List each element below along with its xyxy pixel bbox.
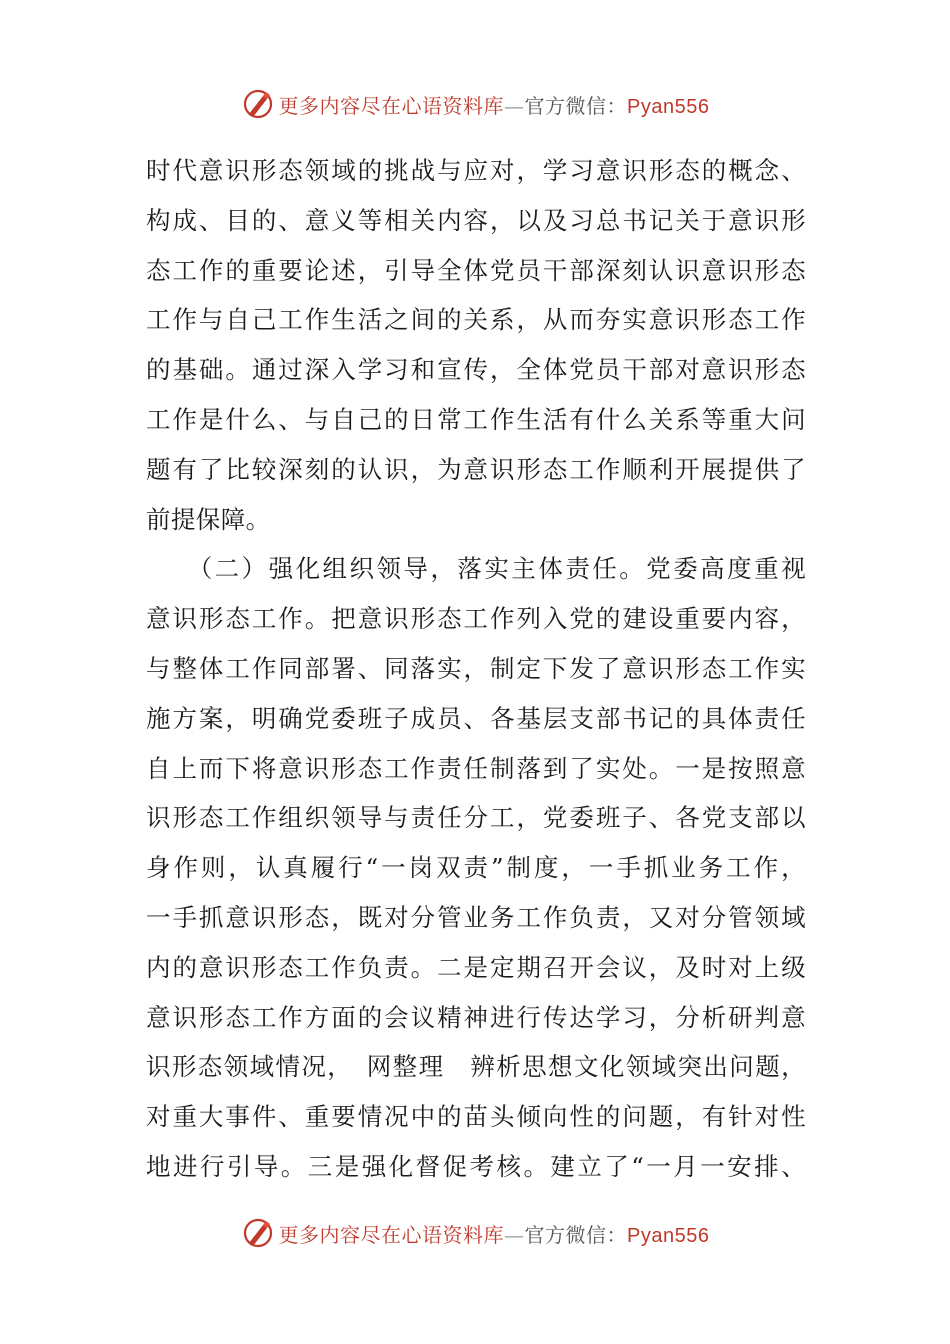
text-line: 内的意识形态工作负责。二是定期召开会议，及时对上级: [146, 952, 806, 982]
text-line: 与整体工作同部署、同落实，制定下发了意识形态工作实: [146, 653, 806, 683]
text-line: 构成、目的、意义等相关内容，以及习总书记关于意识形: [146, 205, 806, 235]
pen-logo-icon: [241, 87, 275, 121]
watermark-dash: —: [504, 93, 525, 118]
watermark-brand: 更多内容尽在心语资料库: [278, 1222, 505, 1247]
pen-logo-icon: [241, 1216, 275, 1250]
document-body: [146, 146, 806, 1192]
text-line: 工作与自己工作生活之间的关系，从而夯实意识形态工作: [146, 305, 806, 335]
text-line: 态工作的重要论述，引导全体党员干部深刻认识意识形态: [146, 255, 806, 285]
header-watermark: [0, 84, 950, 124]
text-line: 的基础。通过深入学习和宣传，全体党员干部对意识形态: [146, 355, 806, 385]
text-line: 工作是什么、与自己的日常工作生活有什么关系等重大问: [146, 404, 806, 434]
watermark-label: 官方微信：: [524, 93, 628, 118]
text-line: 身作则，认真履行“一岗双责”制度，一手抓业务工作，: [146, 853, 806, 883]
text-line: 前提保障。: [146, 504, 271, 534]
text-line: 对重大事件、重要情况中的苗头倾向性的问题，有针对性: [146, 1102, 806, 1132]
text-line: （二）强化组织领导，落实主体责任。党委高度重视: [146, 554, 806, 584]
watermark-wechat-id: Pyan556: [627, 95, 710, 118]
text-line: 时代意识形态领域的挑战与应对，学习意识形态的概念、: [146, 156, 806, 185]
text-line: 地进行引导。三是强化督促考核。建立了“一月一安排、: [146, 1151, 806, 1181]
text-line: 意识形态工作方面的会议精神进行传达学习，分析研判意: [146, 1002, 806, 1032]
text-line: 识形态领域情况， 网整理 辨析思想文化领域突出问题，: [146, 1052, 806, 1082]
watermark-label: 官方微信：: [524, 1222, 628, 1247]
watermark-text: [279, 1219, 710, 1248]
text-line: 一手抓意识形态，既对分管业务工作负责，又对分管领域: [146, 902, 806, 932]
text-line: 意识形态工作。把意识形态工作列入党的建设重要内容，: [146, 604, 806, 634]
text-line: 施方案，明确党委班子成员、各基层支部书记的具体责任: [146, 703, 806, 733]
text-line: 识形态工作组织领导与责任分工，党委班子、各党支部以: [146, 803, 806, 833]
text-line: 自上而下将意识形态工作责任制落到了实处。一是按照意: [146, 753, 806, 783]
watermark-wechat-id: Pyan556: [627, 1224, 710, 1247]
text-line: 题有了比较深刻的认识，为意识形态工作顺利开展提供了: [146, 454, 806, 484]
footer-watermark: [0, 1213, 950, 1253]
watermark-dash: —: [504, 1222, 525, 1247]
watermark-text: [279, 90, 710, 119]
watermark-brand: 更多内容尽在心语资料库: [278, 93, 505, 118]
